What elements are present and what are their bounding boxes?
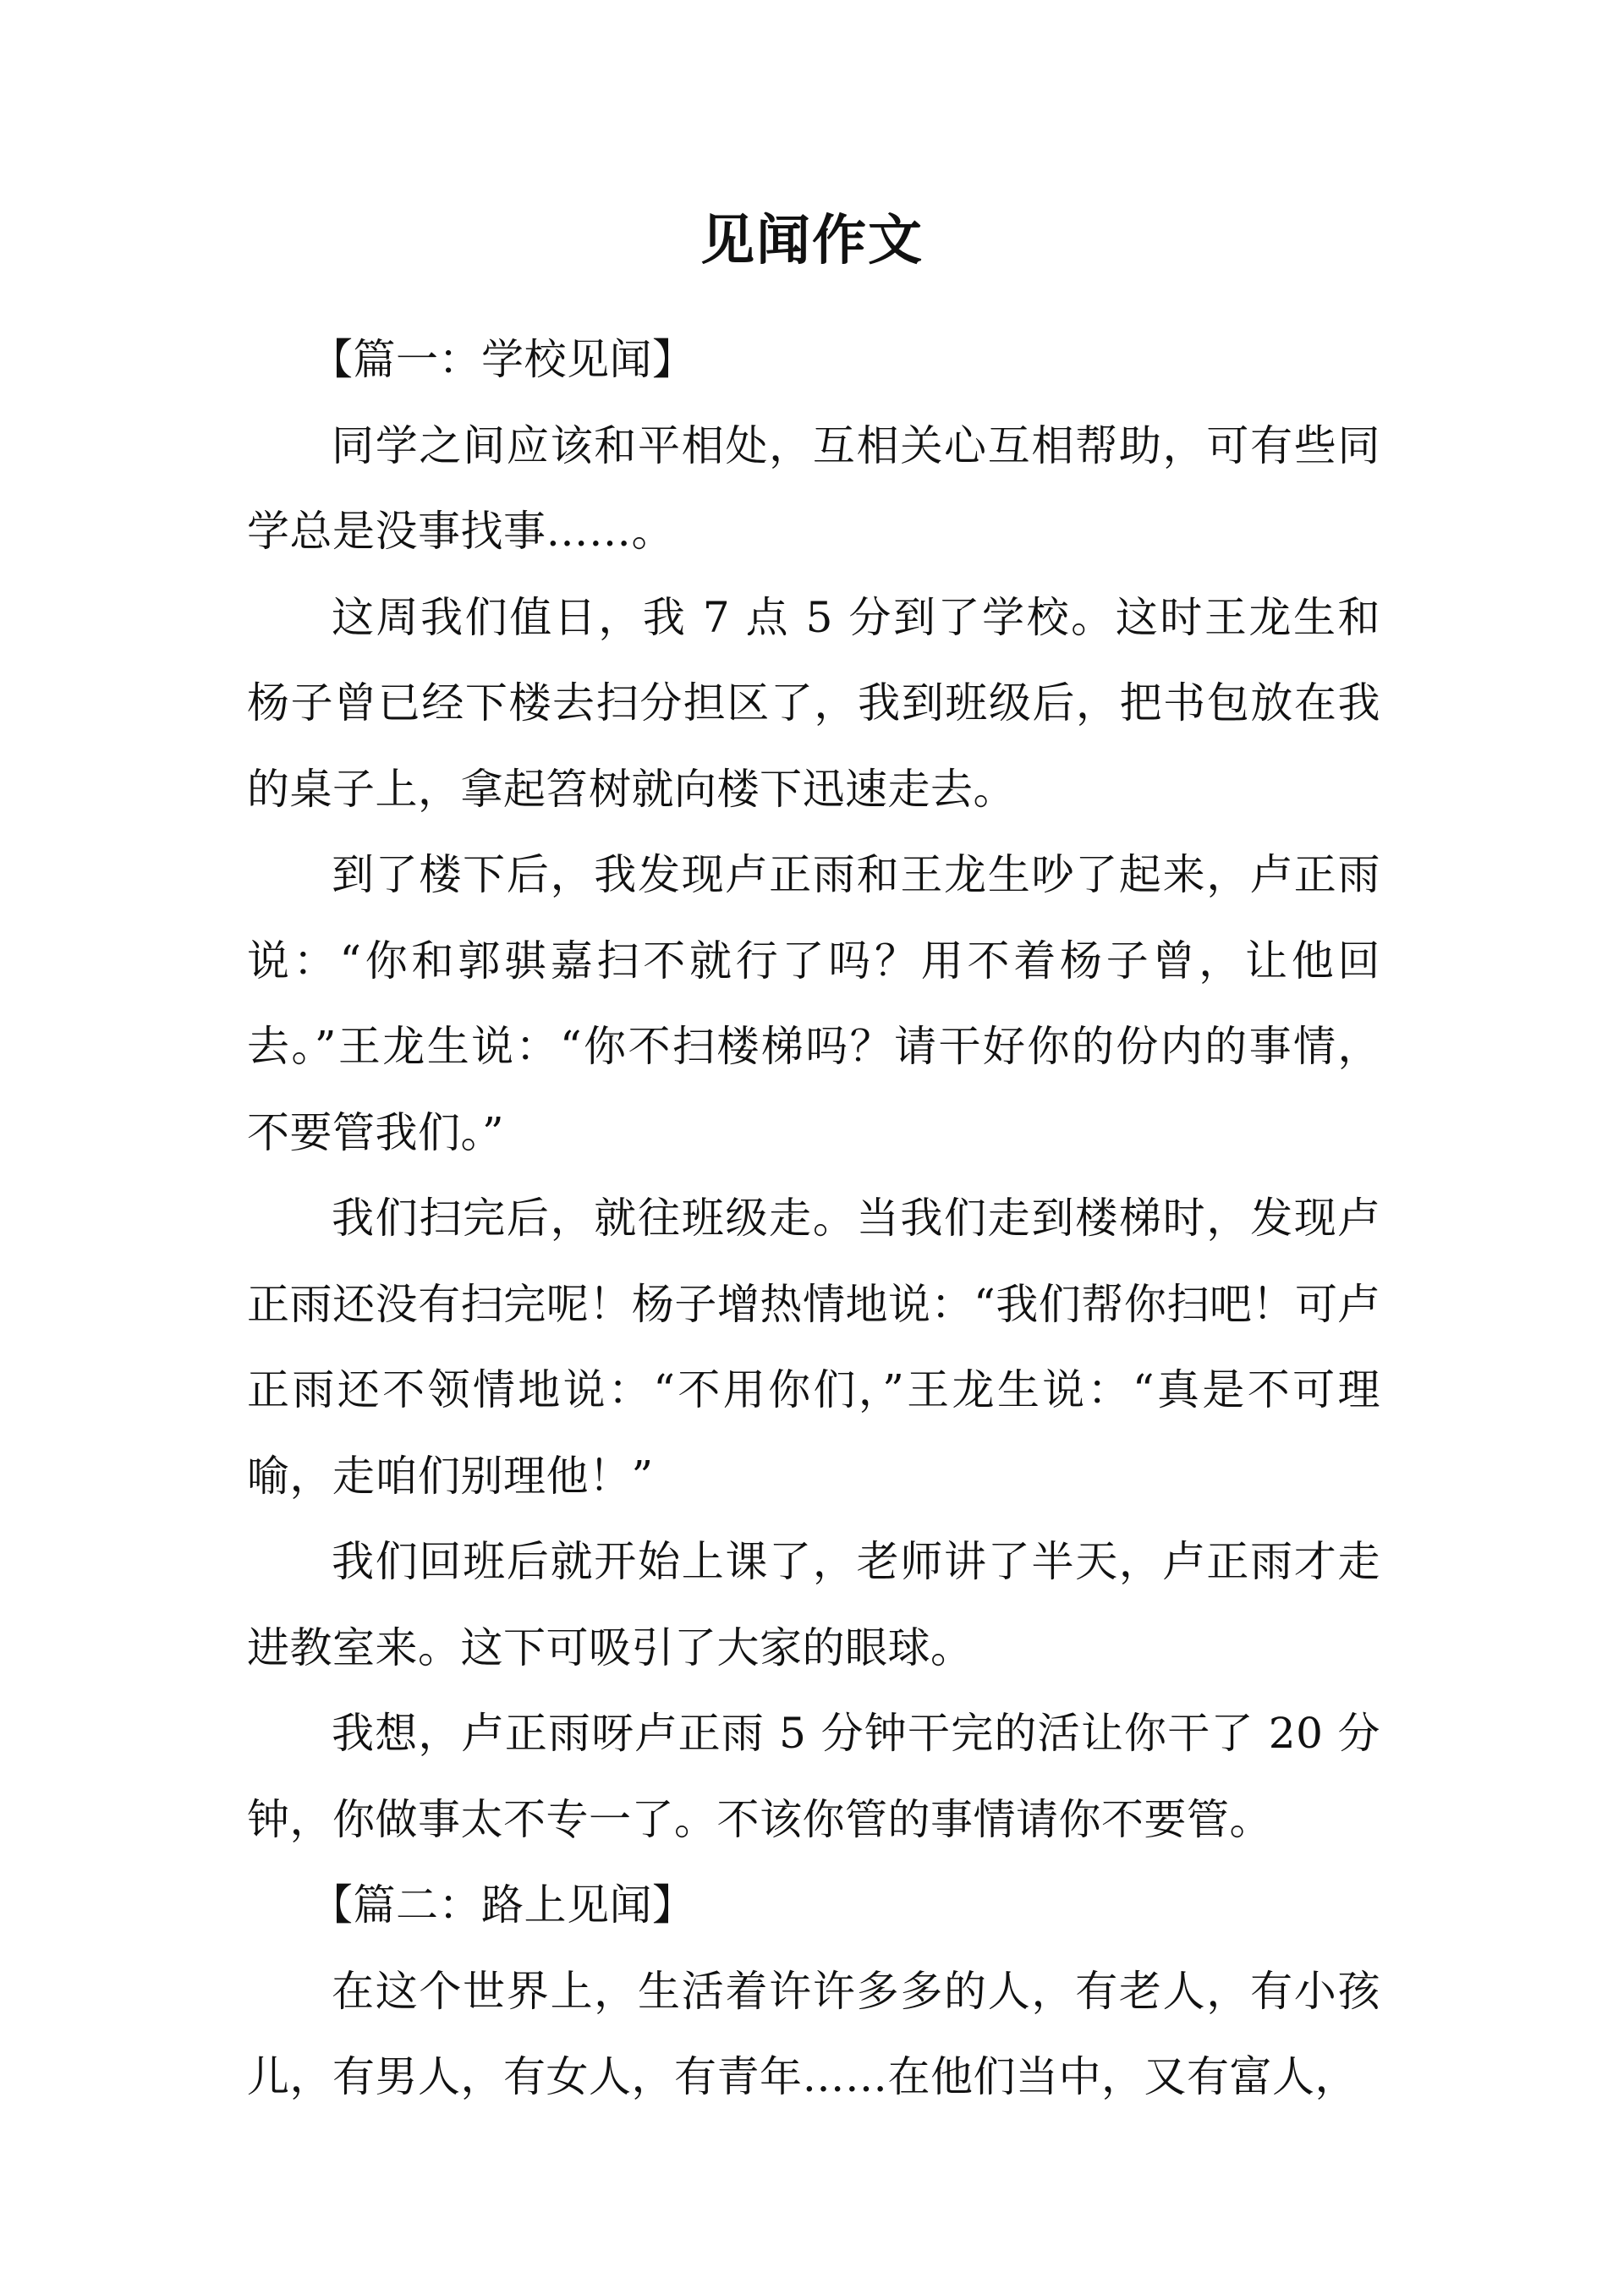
body-paragraph: 我们回班后就开始上课了，老师讲了半天，卢正雨才走进教室来。这下可吸引了大家的眼球。 bbox=[247, 1537, 1380, 1672]
body-paragraph: 同学之间应该和平相处，互相关心互相帮助，可有些同学总是没事找事……。 bbox=[247, 420, 1380, 556]
section-heading: 【篇二：路上见闻】 bbox=[310, 1880, 695, 1930]
body-paragraph: 在这个世界上，生活着许许多多的人，有老人，有小孩儿，有男人，有女人，有青年……在他们当中，又有富人， bbox=[247, 1966, 1380, 2101]
body-paragraph: 这周我们值日，我 7 点 5 分到了学校。这时王龙生和杨子曾已经下楼去扫分担区了，我到班级后，把书包放在我的桌子上，拿起笤树就向楼下迅速走去。 bbox=[247, 592, 1380, 814]
page-title: 见闻作文 bbox=[700, 210, 924, 272]
body-paragraph: 我们扫完后，就往班级走。当我们走到楼梯时，发现卢正雨还没有扫完呢！杨子增热情地说：“我们帮你扫吧！可卢正雨还不领情地说：“不用你们，”王龙生说：“真是不可理喻，走咱们别理他！” bbox=[247, 1194, 1380, 1501]
body-paragraph: 到了楼下后，我发现卢正雨和王龙生吵了起来，卢正雨说：“你和郭骐嘉扫不就行了吗？用不着杨子曾，让他回去。”王龙生说：“你不扫楼梯吗？请干好你的份内的事情，不要管我们。” bbox=[247, 850, 1380, 1157]
body-paragraph: 我想，卢正雨呀卢正雨 5 分钟干完的活让你干了 20 分钟，你做事太不专一了。不该你管的事情请你不要管。 bbox=[247, 1709, 1380, 1844]
article-body bbox=[247, 317, 1380, 2121]
section-heading: 【篇一：学校见闻】 bbox=[310, 335, 695, 384]
